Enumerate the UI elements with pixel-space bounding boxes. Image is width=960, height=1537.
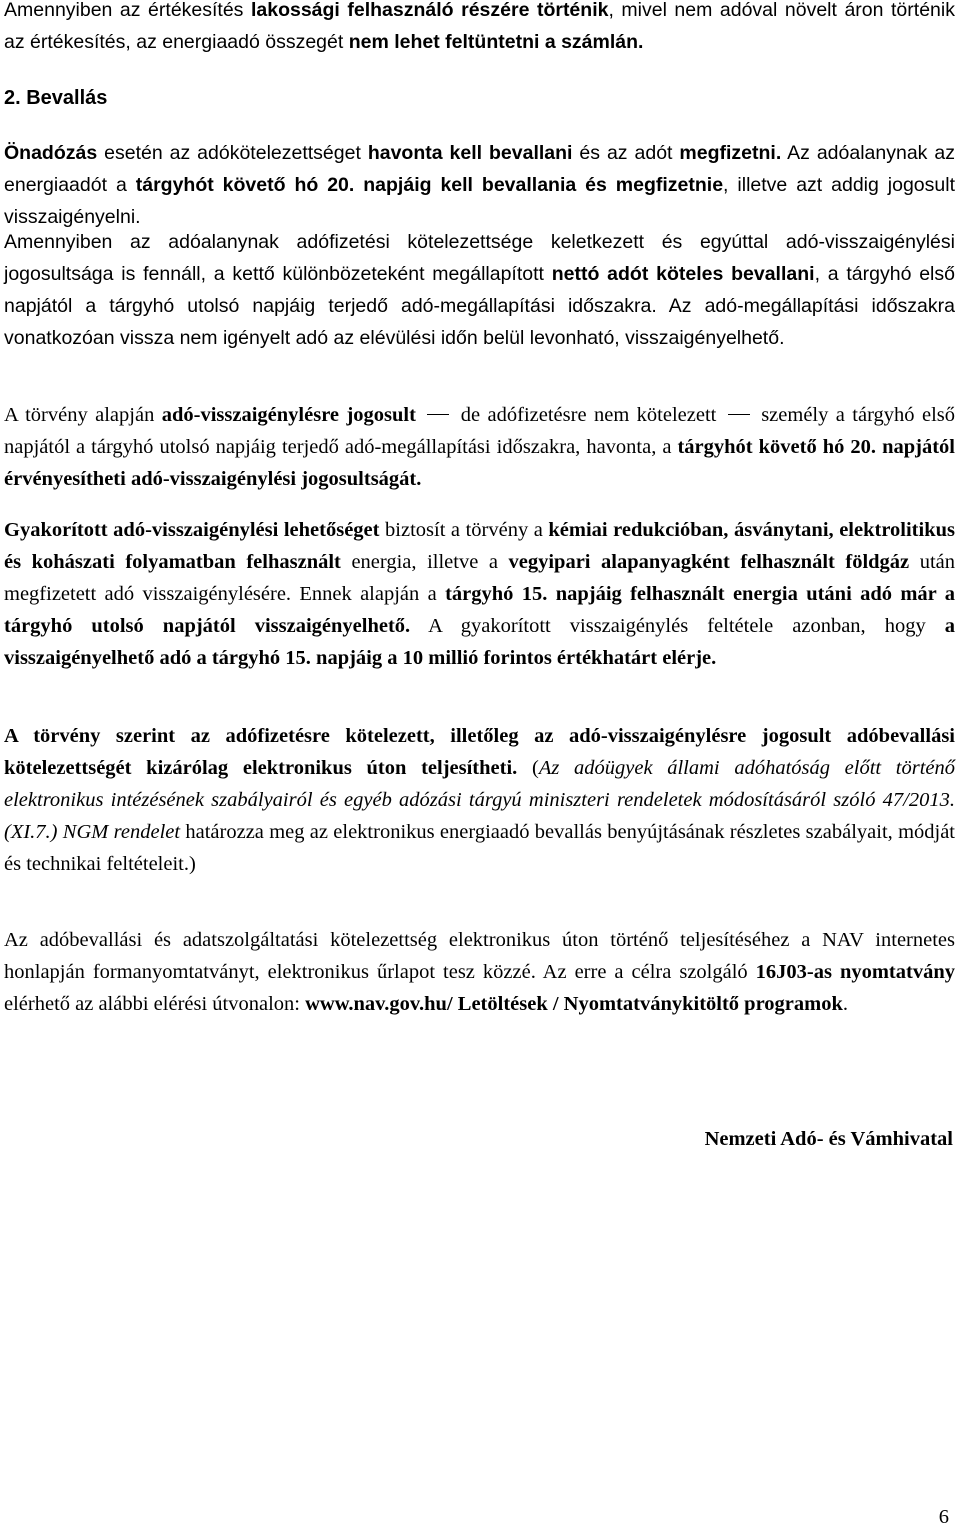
paragraph-net-tax: Amennyiben az adóalanynak adófizetési kötelezettsége keletkezett és egyúttal adó-visszaigénylési jogosultsága is fennáll, a kettő különbözeteként megállapított nettó adót köteles bevallani, a tárgyhó első napjától a tárgyhó utolsó napjáig terjedő adó-megállapítási időszakra. Az adó-megállapítási időszakra vonatkozóan vissza nem igényelt adó az elévülési időn belül levonható, visszaigényelhető. <box>4 231 955 349</box>
em-dash <box>427 414 449 415</box>
paragraph-electronic-filing: A törvény szerint az adófizetésre kötelezett, illetőleg az adó-visszaigénylésre jogosult adóbevallási kötelezettségét kizárólag elektronikus úton teljesítheti. (Az adóügyek állami adóhatóság előtt történő elektronikus intézésének szabályairól és egyéb adózási tárgyú miniszteri rendeletek módosításáról szóló 47/2013. (XI.7.) NGM rendelet határozza meg az elektronikus energiaadó bevallás benyújtásának részletes szabályait, módját és technikai feltételeit.) <box>4 725 956 875</box>
section-heading: 2. Bevallás <box>4 87 108 109</box>
em-dash <box>728 414 750 415</box>
paragraph-form-download: Az adóbevallási és adatszolgáltatási kötelezettség elektronikus úton történő teljesítéséhez a NAV internetes honlapján formanyomtatványt, elektronikus űrlapot tesz közzé. Az erre a célra szolgáló 16J03-as nyomtatvány elérhető az alábbi elérési útvonalon: www.nav.gov.hu/ Letöltések / Nyomtatványkitöltő programok. <box>4 929 955 1015</box>
paragraph-retail-sales: Amennyiben az értékesítés lakossági felhasználó részére történik, mivel nem adóval növelt áron történik az értékesítés, az energiaadó összegét nem lehet feltüntetni a számlán. <box>4 0 955 53</box>
paragraph-refund-eligibility: A törvény alapján adó-visszaigénylésre jogosult de adófizetésre nem kötelezett személy a tárgyhó első napjától a tárgyhó utolsó napjáig terjedő adó-megállapítási időszakra, havonta, a tárgyhót követő hó 20. napjától érvényesítheti adó-visszaigénylési jogosultságát. <box>4 404 955 490</box>
page-number: 6 <box>938 1506 949 1528</box>
paragraph-self-assessment: Önadózás esetén az adókötelezettséget havonta kell bevallani és az adót megfizetni. Az adóalanynak az energiaadót a tárgyhót követő hó 20. napjáig kell bevallania és megfizetnie, illetve azt addig jogosult visszaigényelni. <box>4 142 955 228</box>
paragraph-accelerated-refund: Gyakorított adó-visszaigénylési lehetőséget biztosít a törvény a kémiai redukcióban, ásványtani, elektrolitikus és kohászati folyamatban felhasznált energia, illetve a vegyipari alapanyagként felhasznált földgáz után megfizetett adó visszaigénylésére. Ennek alapján a tárgyhó 15. napjáig felhasznált energia utáni adó már a tárgyhó utolsó napjától visszaigényelhető. A gyakorított visszaigénylés feltétele azonban, hogy a visszaigényelhető adó a tárgyhó 15. napjáig a 10 millió forintos értékhatárt elérje. <box>4 519 956 669</box>
signature-authority: Nemzeti Adó- és Vámhivatal <box>704 1128 953 1150</box>
nav-download-path: www.nav.gov.hu/ Letöltések / Nyomtatványkitöltő programok <box>305 993 843 1015</box>
